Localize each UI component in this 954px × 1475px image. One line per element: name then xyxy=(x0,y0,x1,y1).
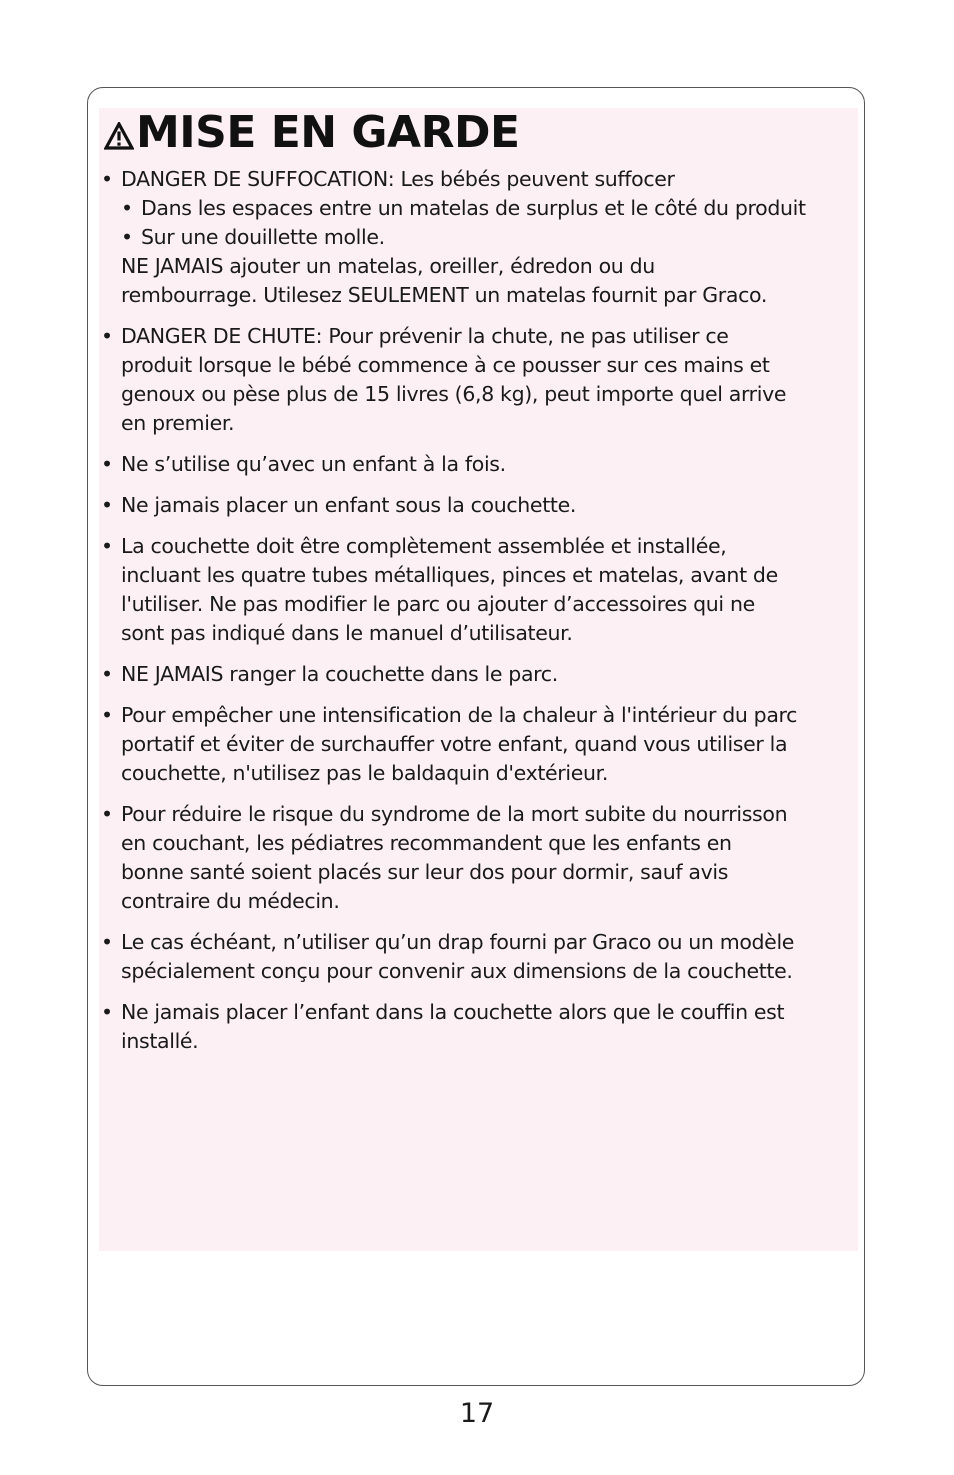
warning-item-body xyxy=(121,491,857,520)
warning-item-body xyxy=(121,800,857,916)
warning-line: Le cas échéant, n’utiliser qu’un drap fourni par Graco ou un modèle xyxy=(121,930,795,954)
warning-line: incluant les quatre tubes métalliques, pinces et matelas, avant de xyxy=(121,563,778,587)
warning-item-body xyxy=(121,998,857,1056)
warning-item-assembly xyxy=(101,532,857,648)
warning-item-fall xyxy=(101,322,857,438)
warning-line: Pour empêcher une intensification de la chaleur à l'intérieur du parc xyxy=(121,703,798,727)
warning-item-suffocation xyxy=(101,165,857,310)
warning-line: genoux ou pèse plus de 15 livres (6,8 kg), peut importe quel arrive xyxy=(121,382,787,406)
warning-item-under-bassinet xyxy=(101,491,857,520)
bullet: • xyxy=(101,930,113,954)
warning-line: La couchette doit être complètement assemblée et installée, xyxy=(121,534,727,558)
bullet: • xyxy=(101,802,113,826)
warning-list xyxy=(101,165,857,1068)
warning-item-body xyxy=(121,928,857,986)
page-number: 17 xyxy=(459,1398,495,1429)
bullet: • xyxy=(121,225,133,249)
warning-item-body xyxy=(121,660,857,689)
warning-line: produit lorsque le bébé commence à ce pousser sur ces mains et xyxy=(121,353,770,377)
bullet: • xyxy=(101,1000,113,1024)
bullet: • xyxy=(121,196,133,220)
warning-item-body xyxy=(121,701,857,788)
warning-line: sont pas indiqué dans le manuel d’utilisateur. xyxy=(121,621,573,645)
warning-subitem xyxy=(121,223,857,252)
warning-line: spécialement conçu pour convenir aux dimensions de la couchette. xyxy=(121,959,793,983)
warning-item-body xyxy=(121,165,857,310)
warning-line: bonne santé soient placés sur leur dos pour dormir, sauf avis xyxy=(121,860,729,884)
warning-item-overheating xyxy=(101,701,857,788)
warning-line: installé. xyxy=(121,1029,199,1053)
warning-line: DANGER DE CHUTE: Pour prévenir la chute, ne pas utiliser ce xyxy=(121,324,729,348)
bullet: • xyxy=(101,534,113,558)
warning-item-sids xyxy=(101,800,857,916)
bullet: • xyxy=(101,703,113,727)
warning-item-bassinet-installed xyxy=(101,998,857,1056)
warning-line: Ne jamais placer l’enfant dans la couchette alors que le couffin est xyxy=(121,1000,785,1024)
warning-item-one-child xyxy=(101,450,857,479)
warning-line: Ne jamais placer un enfant sous la couchette. xyxy=(121,493,576,517)
warning-title-text: MISE EN GARDE xyxy=(136,106,520,158)
warning-line: DANGER DE SUFFOCATION: Les bébés peuvent suffocer xyxy=(121,167,675,191)
warning-line: rembourrage. Utilesez SEULEMENT un matelas fournit par Graco. xyxy=(121,283,768,307)
warning-title xyxy=(104,104,520,160)
warning-line: en premier. xyxy=(121,411,235,435)
warning-item-body xyxy=(121,450,857,479)
warning-line: en couchant, les pédiatres recommandent que les enfants en xyxy=(121,831,732,855)
warning-item-body xyxy=(121,532,857,648)
warning-item-sheet xyxy=(101,928,857,986)
bullet: • xyxy=(101,324,113,348)
warning-subitem-text: Sur une douillette molle. xyxy=(141,225,385,249)
warning-line: Ne s’utilise qu’avec un enfant à la fois. xyxy=(121,452,506,476)
warning-line: couchette, n'utilisez pas le baldaquin d'extérieur. xyxy=(121,761,608,785)
warning-line: Pour réduire le risque du syndrome de la mort subite du nourrisson xyxy=(121,802,788,826)
warning-item-body xyxy=(121,322,857,438)
warning-item-storage xyxy=(101,660,857,689)
bullet: • xyxy=(101,662,113,686)
warning-subitem xyxy=(121,194,857,223)
warning-triangle-icon xyxy=(104,122,134,150)
warning-line: l'utiliser. Ne pas modifier le parc ou ajouter d’accessoires qui ne xyxy=(121,592,755,616)
bullet: • xyxy=(101,452,113,476)
warning-line: NE JAMAIS ranger la couchette dans le parc. xyxy=(121,662,558,686)
warning-line: portatif et éviter de surchauffer votre enfant, quand vous utiliser la xyxy=(121,732,788,756)
bullet: • xyxy=(101,493,113,517)
bullet: • xyxy=(101,167,113,191)
warning-line: contraire du médecin. xyxy=(121,889,340,913)
warning-subitem-text: Dans les espaces entre un matelas de surplus et le côté du produit xyxy=(141,196,806,220)
warning-line: NE JAMAIS ajouter un matelas, oreiller, édredon ou du xyxy=(121,254,655,278)
